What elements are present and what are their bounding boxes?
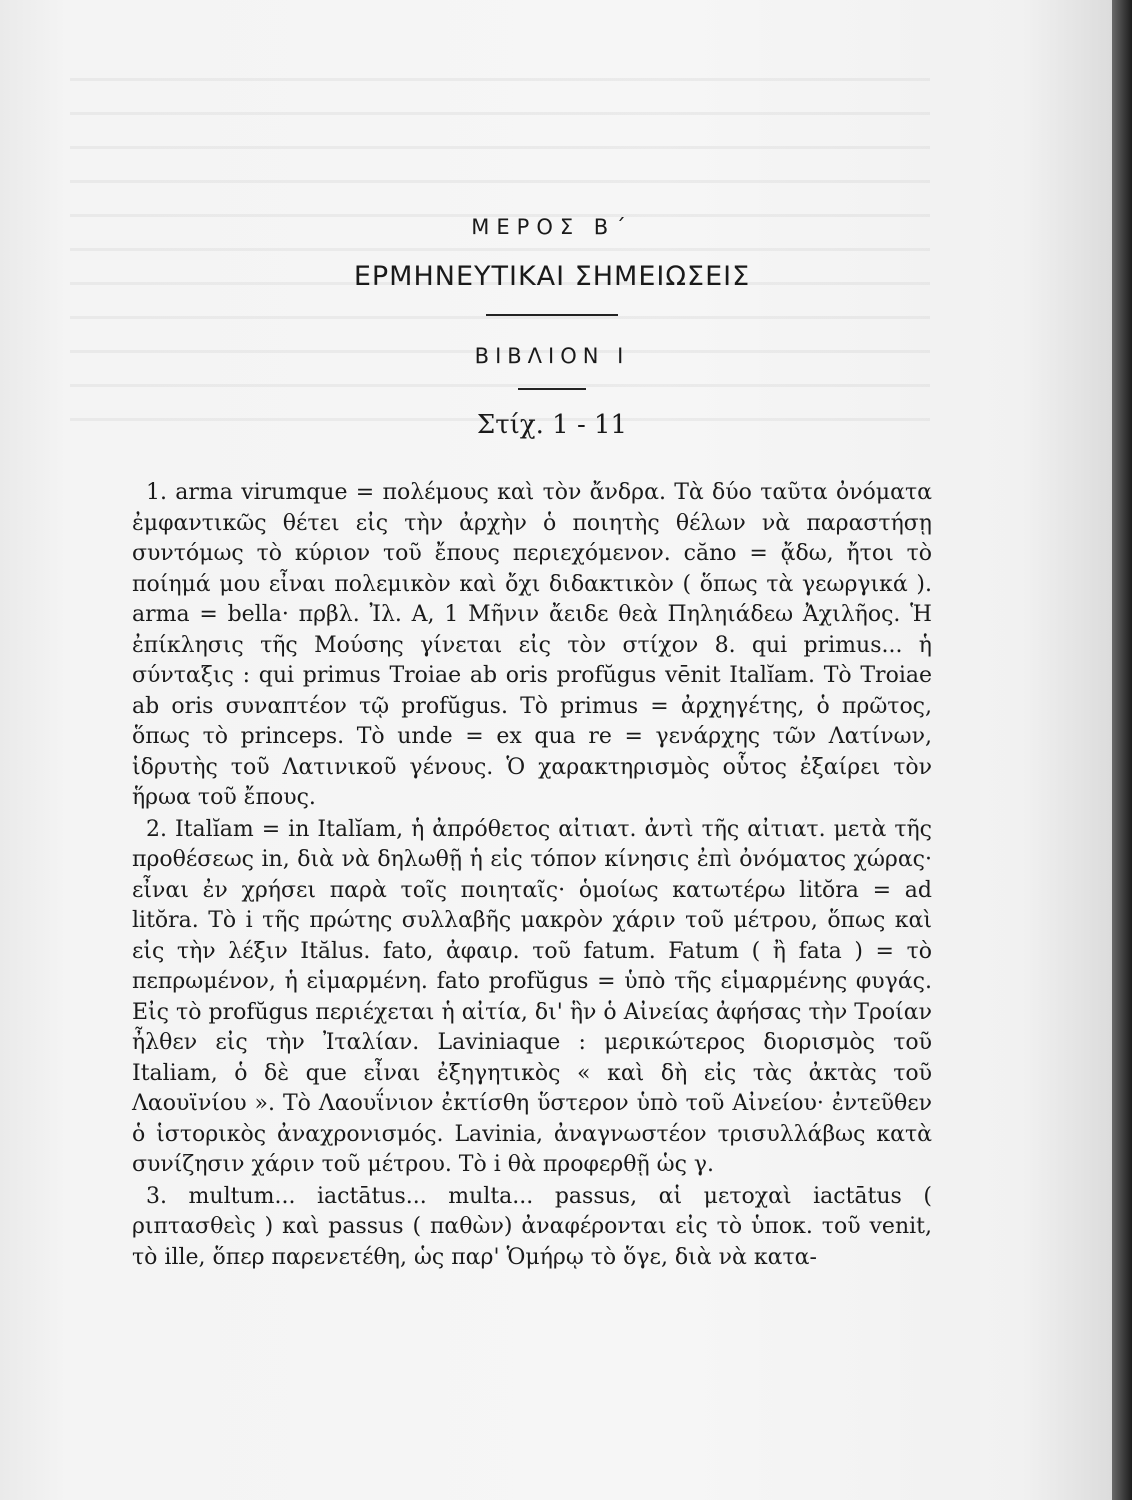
section-title: ΕΡΜΗΝΕΥΤΙΚΑΙ ΣΗΜΕΙΩΣΕΙΣ [353, 261, 751, 292]
title-divider [486, 314, 618, 316]
part-title: ΜΕΡΟΣ Β΄ [471, 215, 633, 239]
book-divider [518, 388, 586, 390]
commentary-body [132, 478, 932, 1273]
note-paragraph-3: 3. multum... iactātus... multa... passus, αἱ μετοχαὶ iactātus ( ριπτασθεὶς ) καὶ passus ( παθὼν) ἀναφέρονται εἰς τὸ ὑποκ. τοῦ venit, τὸ ille, ὅπερ παρενετέθη, ὡς παρ' Ὁμήρῳ τὸ ὅγε, διὰ νὰ κατα- [132, 1183, 932, 1270]
note-paragraph-2: 2. Italĭam = in Italĭam, ἡ ἀπρόθετος αἰτιατ. ἀντὶ τῆς αἰτιατ. μετὰ τῆς προθέσεως in, διὰ νὰ δηλωθῇ ἡ εἰς τόπον κίνησις ἐπὶ ὀνόματος χώρας· εἶναι ἐν χρήσει παρὰ τοῖς ποιηταῖς· ὁμοίως κατωτέρω litŏra = ad litŏra. Τὸ i τῆς πρώτης συλλαβῆς μακρὸν χάριν τοῦ μέτρου, ὅπως καὶ εἰς τὴν λέξιν Itălus. fato, ἀφαιρ. τοῦ fatum. Fatum ( ἢ fata ) = τὸ πεπρωμένον, ἡ εἱμαρμένη. fato profŭgus = ὑπὸ τῆς εἱμαρμένης φυγάς. Εἰς τὸ profŭgus περιέχεται ἡ αἰτία, δι' ἣν ὁ Αἰνείας ἀφήσας τὴν Τροίαν ἦλθεν εἰς τὴν Ἰταλίαν. Laviniaque : μερικώτερος διορισμὸς τοῦ Italiam, ὁ δὲ que εἶναι ἐξηγητικὸς « καὶ δὴ εἰς τὰς ἀκτὰς τοῦ Λαουϊνίου ». Τὸ Λαουΐνιον ἐκτίσθη ὕστερον ὑπὸ τοῦ Αἰνείου· ἐντεῦθεν ὁ ἱστορικὸς ἀναχρονισμός. Lavinia, ἀναγνωστέον τρισυλλάβως κατὰ συνίζησιν χάριν τοῦ μέτρου. Τὸ i θὰ προφερθῇ ὡς γ. [132, 816, 932, 1177]
note-paragraph-1: 1. arma virumque = πολέμους καὶ τὸν ἄνδρα. Τὰ δύο ταῦτα ὀνόματα ἐμφαντικῶς θέτει εἰς τὴν ἀρχὴν ὁ ποιητὴς θέλων νὰ παραστήσῃ συντόμως τὸ κύριον τοῦ ἔπους περιεχόμενον. căno = ᾄδω, ἤτοι τὸ ποίημά μου εἶναι πολεμικὸν καὶ ὄχι διδακτικὸν ( ὅπως τὰ γεωργικά ). arma = bella· πρβλ. Ἰλ. Α, 1 Μῆνιν ἄειδε θεὰ Πηληιάδεω Ἀχιλῆος. Ἡ ἐπίκλησις τῆς Μούσης γίνεται εἰς τὸν στίχον 8. qui primus... ἡ σύνταξις : qui primus Troiae ab oris profŭgus vēnit Italĭam. Τὸ Troiae ab oris συναπτέον τῷ profŭgus. Τὸ primus = ἀρχηγέτης, ὁ πρῶτος, ὅπως τὸ princeps. Τὸ unde = ex qua re = γενάρχης τῶν Λατίνων, ἱδρυτὴς τοῦ Λατινικοῦ γένους. Ὁ χαρακτηρισμὸς οὗτος ἐξαίρει τὸν ἥρωα τοῦ ἔπους. [132, 480, 932, 810]
page-content [132, 215, 932, 1273]
book-title: ΒΙΒΛΙΟΝ Ι [474, 344, 630, 368]
page-edge-shadow [1112, 0, 1132, 1500]
verse-range: Στίχ. 1 - 11 [476, 410, 628, 440]
